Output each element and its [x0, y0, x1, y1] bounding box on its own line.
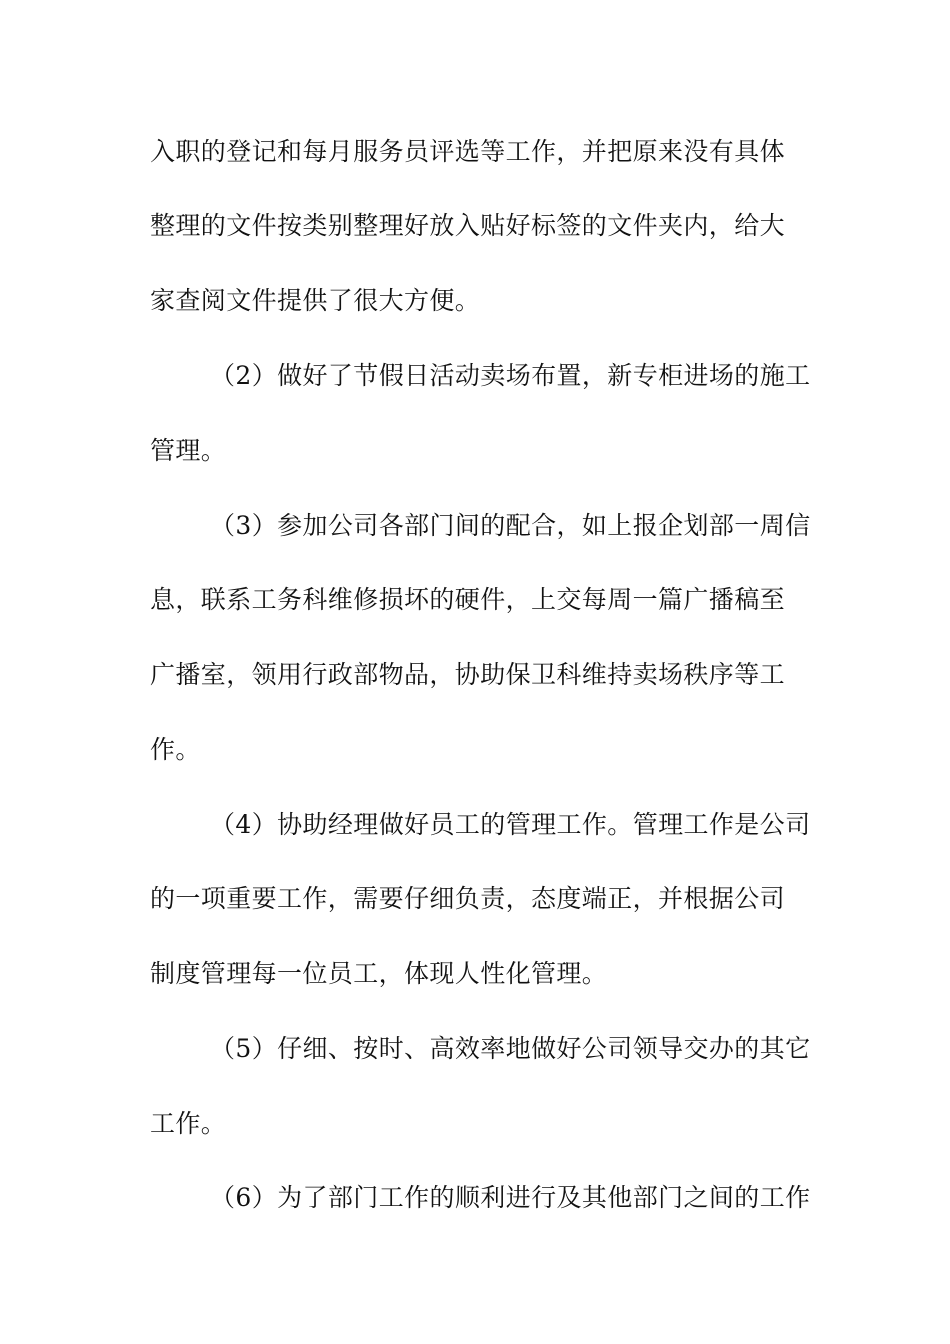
item-3-line-3: 广播室，领用行政部物品，协助保卫科维持卖场秩序等工 [150, 660, 786, 689]
text-line-1: 入职的登记和每月服务员评选等工作，并把原来没有具体 [150, 137, 786, 166]
item-4-line-3: 制度管理每一位员工，体现人性化管理。 [150, 959, 608, 988]
text-line-2: 整理的文件按类别整理好放入贴好标签的文件夹内，给大 [150, 211, 786, 240]
item-3-line-2: 息，联系工务科维修损坏的硬件，上交每周一篇广播稿至 [150, 585, 786, 614]
item-3-line-4: 作。 [150, 735, 201, 764]
item-4-line-1: （4）协助经理做好员工的管理工作。管理工作是公司 [210, 810, 811, 839]
item-6-line-1: （6）为了部门工作的顺利进行及其他部门之间的工作 [210, 1183, 811, 1212]
item-5-line-2: 工作。 [150, 1109, 227, 1138]
text-line-3: 家查阅文件提供了很大方便。 [150, 286, 481, 315]
item-3-line-1: （3）参加公司各部门间的配合，如上报企划部一周信 [210, 511, 811, 540]
item-2-line-1: （2）做好了节假日活动卖场布置，新专柜进场的施工 [210, 361, 811, 390]
item-5-line-1: （5）仔细、按时、高效率地做好公司领导交办的其它 [210, 1034, 811, 1063]
item-4-line-2: 的一项重要工作，需要仔细负责，态度端正，并根据公司 [150, 884, 786, 913]
item-2-line-2: 管理。 [150, 436, 227, 465]
